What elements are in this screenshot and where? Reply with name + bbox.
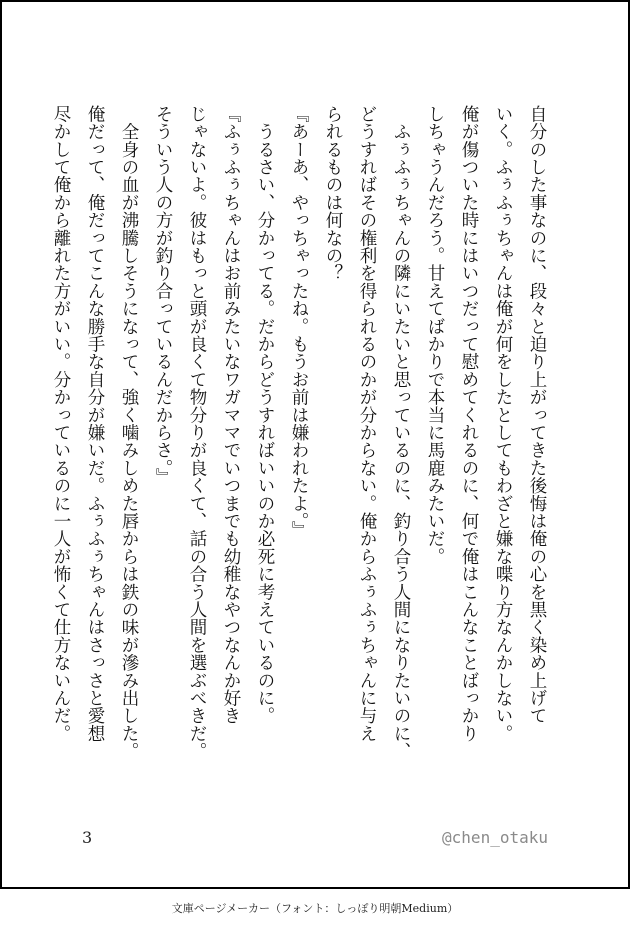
text-line: どうすればその権利を得られるのかが分からない。俺からふぅふぅちゃんに与え <box>357 105 377 743</box>
text-line: 『ふぅふぅちゃんはお前みたいなワガママでいつまでも幼稚なやつなんか好き <box>221 105 241 725</box>
text-line: うるさい、分かってる。だからどうすればいいのか必死に考えているのに。 <box>255 105 275 725</box>
text-line: 『あーあ、やっちゃったね。もうお前は嫌われたよ。』 <box>289 105 309 539</box>
text-line: そういう人の方が釣り合っているんだからさ。』 <box>153 105 173 486</box>
text-line: 俺が傷ついた時にはいつだって慰めてくれるのに、何で俺はこんなことばっかり <box>459 105 479 743</box>
text-line: 全身の血が沸騰しそうになって、強く噛みしめた唇からは鉄の味が滲み出した。 <box>119 105 139 760</box>
author-handle: @chen_otaku <box>442 828 548 847</box>
text-line: 自分のした事なのに、段々と迫り上がってきた後悔は俺の心を黒く染め上げて <box>527 105 547 725</box>
text-line: 尽かして俺から離れた方がいい。分かっているのに一人が怖くて仕方ないんだ。 <box>51 105 71 743</box>
text-line: ふぅふぅちゃんの隣にいたいと思っているのに、釣り合う人間になりたいのに、 <box>391 105 411 760</box>
vertical-text-body <box>44 105 554 795</box>
text-line: しちゃうんだろう。甘えてばかりで本当に馬鹿みたいだ。 <box>425 105 445 566</box>
text-line: じゃないよ。彼はもっと頭が良くて物分りが良くて、話の合う人間を選ぶべきだ。 <box>187 105 207 760</box>
text-line: 俺だって、俺だってこんな勝手な自分が嫌いだ。ふぅふぅちゃんはさっさと愛想 <box>85 105 105 743</box>
footer-caption: 文庫ページメーカー（フォント：しっぽり明朝Medium） <box>171 902 459 915</box>
text-line: いく。ふぅふぅちゃんは俺が何をしたとしてもわざと嫌な喋り方なんかしない。 <box>493 105 513 743</box>
page-number: 3 <box>82 828 93 847</box>
text-line: られるものは何なの？ <box>323 105 343 282</box>
